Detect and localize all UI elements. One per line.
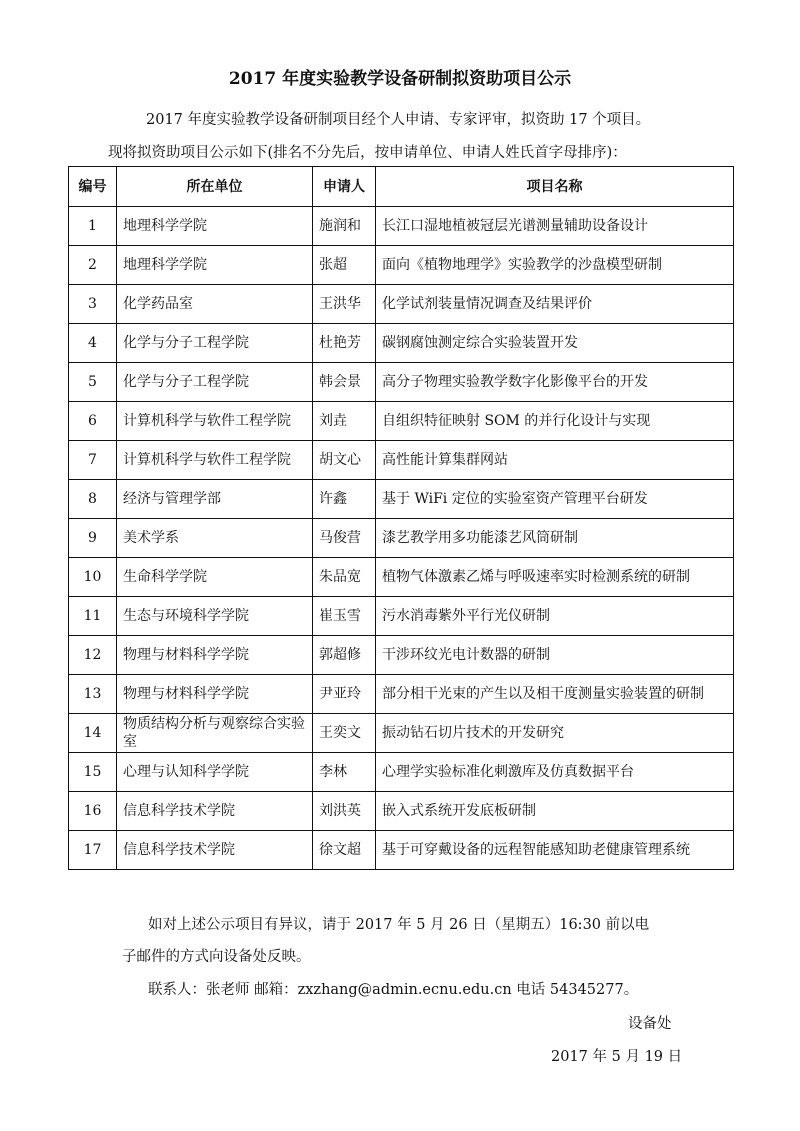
cell-project: 污水消毒紫外平行光仪研制 — [376, 597, 734, 636]
cell-number: 15 — [69, 753, 117, 792]
intro-line-2: 现将拟资助项目公示如下(排名不分先后，按申请单位、申请人姓氏首字母排序)： — [108, 145, 627, 161]
cell-project: 干涉环纹光电计数器的研制 — [376, 636, 734, 675]
table-header-row — [69, 167, 734, 207]
cell-unit: 信息科学技术学院 — [117, 792, 313, 831]
table-row — [69, 285, 734, 324]
cell-applicant: 刘洪英 — [313, 792, 376, 831]
header-project: 项目名称 — [376, 167, 734, 207]
table-row — [69, 363, 734, 402]
cell-number: 9 — [69, 519, 117, 558]
cell-unit: 物质结构分析与观察综合实验室 — [117, 714, 313, 753]
cell-applicant: 徐文超 — [313, 831, 376, 870]
table-row — [69, 597, 734, 636]
cell-project: 自组织特征映射 SOM 的并行化设计与实现 — [376, 402, 734, 441]
cell-project: 基于可穿戴设备的远程智能感知助老健康管理系统 — [376, 831, 734, 870]
cell-applicant: 刘垚 — [313, 402, 376, 441]
contact-info: 联系人：张老师 邮箱：zxzhang@admin.ecnu.edu.cn 电话 54345277。 — [148, 982, 639, 998]
cell-unit: 计算机科学与软件工程学院 — [117, 402, 313, 441]
objection-note-line-1: 如对上述公示项目有异议，请于 2017 年 5 月 26 日（星期五）16:30 前以电 — [148, 917, 650, 933]
cell-project: 振动钻石切片技术的开发研究 — [376, 714, 734, 753]
cell-applicant: 许鑫 — [313, 480, 376, 519]
table-row — [69, 519, 734, 558]
issuing-department: 设备处 — [628, 1016, 672, 1032]
cell-applicant: 李林 — [313, 753, 376, 792]
cell-number: 16 — [69, 792, 117, 831]
header-unit: 所在单位 — [117, 167, 313, 207]
table-row — [69, 324, 734, 363]
cell-project: 高性能计算集群网站 — [376, 441, 734, 480]
cell-applicant: 尹亚玲 — [313, 675, 376, 714]
cell-applicant: 杜艳芳 — [313, 324, 376, 363]
cell-project: 嵌入式系统开发底板研制 — [376, 792, 734, 831]
cell-number: 13 — [69, 675, 117, 714]
cell-project: 碳钢腐蚀测定综合实验装置开发 — [376, 324, 734, 363]
cell-unit: 信息科学技术学院 — [117, 831, 313, 870]
table-row — [69, 753, 734, 792]
cell-number: 4 — [69, 324, 117, 363]
cell-unit: 地理科学学院 — [117, 246, 313, 285]
cell-project: 部分相干光束的产生以及相干度测量实验装置的研制 — [376, 675, 734, 714]
page-title: 2017 年度实验教学设备研制拟资助项目公示 — [228, 69, 572, 89]
cell-project: 化学试剂装量情况调查及结果评价 — [376, 285, 734, 324]
cell-number: 7 — [69, 441, 117, 480]
cell-project: 基于 WiFi 定位的实验室资产管理平台研发 — [376, 480, 734, 519]
objection-note-line-2: 子邮件的方式向设备处反映。 — [122, 949, 311, 965]
header-number: 编号 — [69, 167, 117, 207]
cell-number: 5 — [69, 363, 117, 402]
cell-applicant: 郭超修 — [313, 636, 376, 675]
cell-unit: 物理与材料科学学院 — [117, 636, 313, 675]
header-applicant: 申请人 — [313, 167, 376, 207]
cell-project: 漆艺教学用多功能漆艺风筒研制 — [376, 519, 734, 558]
table-body — [69, 207, 734, 870]
cell-applicant: 崔玉雪 — [313, 597, 376, 636]
table-row — [69, 714, 734, 753]
cell-applicant: 王奕文 — [313, 714, 376, 753]
cell-unit: 美术学系 — [117, 519, 313, 558]
cell-applicant: 王洪华 — [313, 285, 376, 324]
cell-unit: 经济与管理学部 — [117, 480, 313, 519]
cell-unit: 化学药品室 — [117, 285, 313, 324]
table-row — [69, 441, 734, 480]
cell-number: 6 — [69, 402, 117, 441]
table-row — [69, 207, 734, 246]
cell-project: 长江口湿地植被冠层光谱测量辅助设备设计 — [376, 207, 734, 246]
cell-number: 1 — [69, 207, 117, 246]
table-row — [69, 636, 734, 675]
cell-project: 面向《植物地理学》实验教学的沙盘模型研制 — [376, 246, 734, 285]
cell-number: 10 — [69, 558, 117, 597]
cell-applicant: 张超 — [313, 246, 376, 285]
issue-date: 2017 年 5 月 19 日 — [551, 1049, 683, 1065]
cell-unit: 生命科学学院 — [117, 558, 313, 597]
cell-number: 8 — [69, 480, 117, 519]
table-row — [69, 831, 734, 870]
cell-applicant: 施润和 — [313, 207, 376, 246]
cell-unit: 心理与认知科学学院 — [117, 753, 313, 792]
cell-unit: 计算机科学与软件工程学院 — [117, 441, 313, 480]
cell-applicant: 韩会景 — [313, 363, 376, 402]
cell-number: 3 — [69, 285, 117, 324]
project-table — [68, 166, 734, 870]
cell-number: 17 — [69, 831, 117, 870]
table-row — [69, 558, 734, 597]
cell-unit: 化学与分子工程学院 — [117, 363, 313, 402]
table-row — [69, 675, 734, 714]
cell-project: 心理学实验标准化刺激库及仿真数据平台 — [376, 753, 734, 792]
table-row — [69, 792, 734, 831]
cell-number: 12 — [69, 636, 117, 675]
cell-applicant: 马俊营 — [313, 519, 376, 558]
cell-project: 植物气体激素乙烯与呼吸速率实时检测系统的研制 — [376, 558, 734, 597]
cell-unit: 生态与环境科学学院 — [117, 597, 313, 636]
cell-project: 高分子物理实验教学数字化影像平台的开发 — [376, 363, 734, 402]
cell-number: 2 — [69, 246, 117, 285]
cell-number: 11 — [69, 597, 117, 636]
cell-applicant: 朱品宽 — [313, 558, 376, 597]
cell-unit: 物理与材料科学学院 — [117, 675, 313, 714]
table-row — [69, 246, 734, 285]
table-row — [69, 480, 734, 519]
cell-number: 14 — [69, 714, 117, 753]
cell-applicant: 胡文心 — [313, 441, 376, 480]
table-row — [69, 402, 734, 441]
cell-unit: 化学与分子工程学院 — [117, 324, 313, 363]
cell-unit: 地理科学学院 — [117, 207, 313, 246]
intro-line-1: 2017 年度实验教学设备研制项目经个人申请、专家评审，拟资助 17 个项目。 — [146, 112, 651, 128]
